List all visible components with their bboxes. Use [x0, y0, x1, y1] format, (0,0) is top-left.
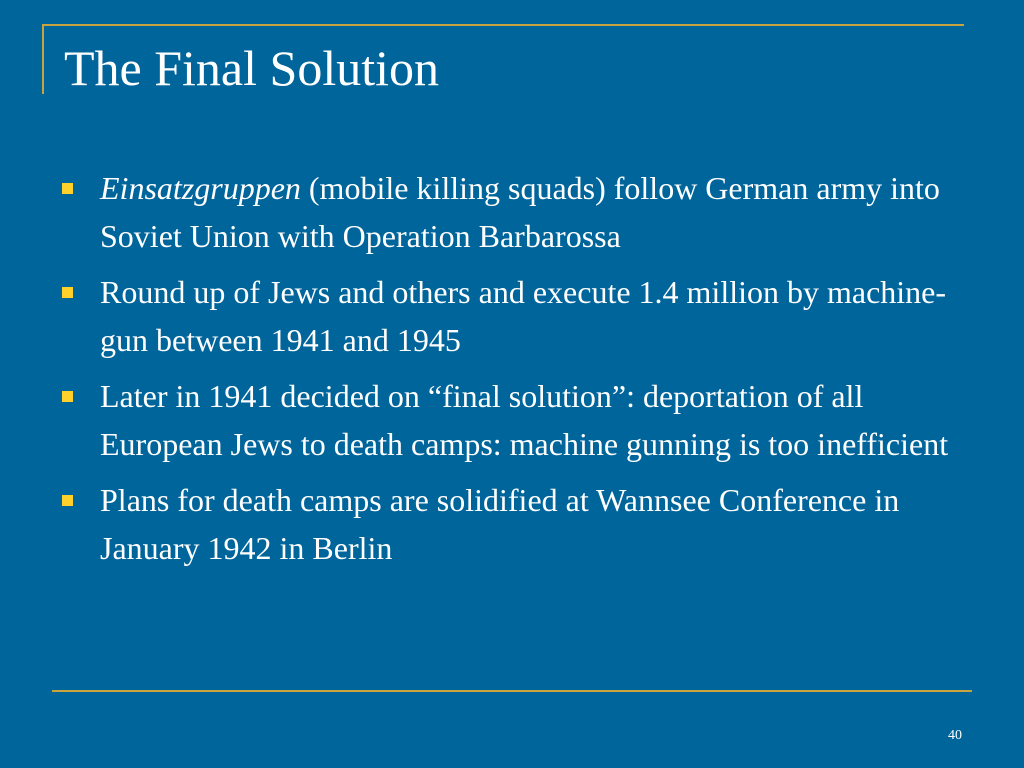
slide-title: The Final Solution: [64, 40, 439, 96]
bullet-text: Round up of Jews and others and execute 1.4 million by machine-gun between 1941 and 1945: [100, 274, 947, 358]
square-bullet-icon: [62, 183, 73, 194]
bullet-text: Plans for death camps are solidified at Wannsee Conference in January 1942 in Berlin: [100, 482, 900, 566]
bullet-list: [62, 164, 982, 580]
bullet-item-einsatzgruppen: [62, 164, 982, 260]
bullet-item-final-solution: [62, 372, 982, 468]
italic-term: Einsatzgruppen: [100, 170, 301, 206]
bullet-text: Later in 1941 decided on “final solution”: deportation of all European Jews to death camps: machine gunning is too inefficient: [100, 378, 949, 462]
title-frame-left-line: [42, 24, 44, 94]
square-bullet-icon: [62, 391, 73, 402]
bullet-item-wannsee: [62, 476, 982, 572]
title-frame-top-line: [42, 24, 964, 26]
footer-divider: [52, 690, 972, 692]
bullet-item-roundup: [62, 268, 982, 364]
square-bullet-icon: [62, 495, 73, 506]
page-number: 40: [948, 728, 962, 743]
bullet-text: (mobile killing squads) follow German army into Soviet Union with Operation Barbarossa: [100, 170, 940, 254]
square-bullet-icon: [62, 287, 73, 298]
